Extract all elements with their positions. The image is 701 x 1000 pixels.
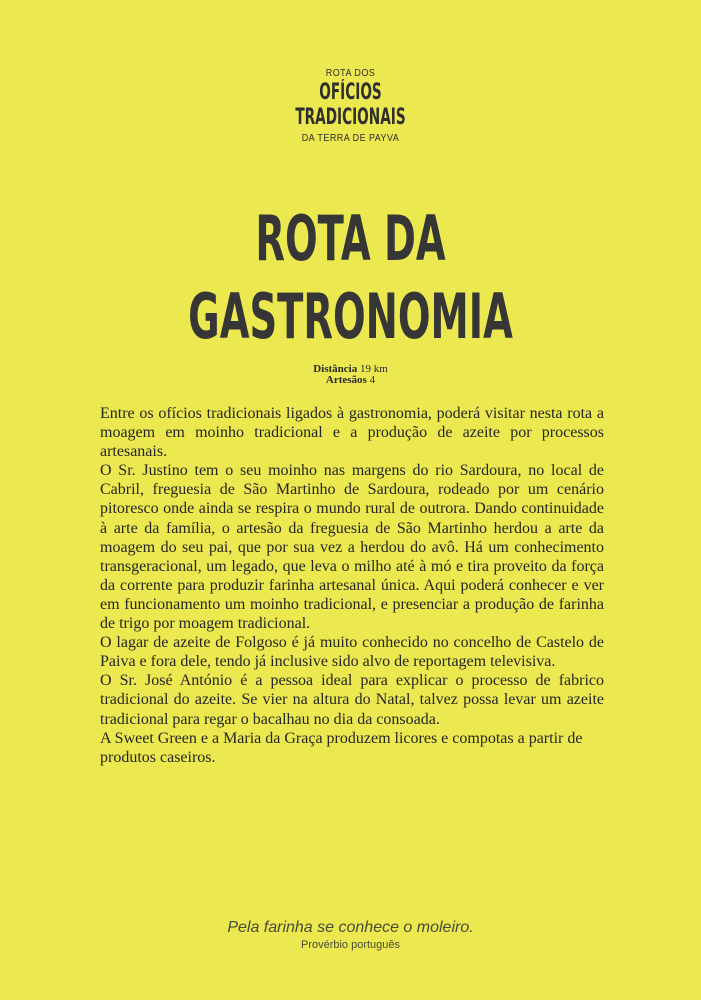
- paragraph-moinho: O Sr. Justino tem o seu moinho nas margens do rio Sardoura, no local de Cabril, freguesia de São Martinho de Sardoura, rodeado por um cenário pitoresco onde ainda se respira o mundo rural de outrora. Dando continuidade à arte da família, o artesão da freguesia de São Martinho herdou a arte da moagem do seu pai, que por sua vez a herdou do avô. Há um conhecimento transgeracional, um legado, que leva o milho até à mó e tira proveito da força da corrente para produzir farinha artesanal única. Aqui poderá conhecer e ver em funcionamento um moinho tradicional, e presenciar a produção de farinha de trigo por moagem tradicional.: [100, 462, 604, 633]
- proverb-source: Provérbio português: [300, 939, 401, 951]
- page-title: [0, 200, 701, 356]
- logo-line-tradicionais: TRADICIONAIS: [295, 105, 406, 130]
- logo: [0, 68, 701, 145]
- distance-value: 19 km: [359, 363, 388, 375]
- body-text: [100, 404, 604, 767]
- paragraph-lagar: O lagar de azeite de Folgoso é já muito conhecido no concelho de Castelo de Paiva e fora dele, tendo já inclusive sido alvo de reportagem televisiva.: [100, 634, 604, 671]
- paragraph-licores: A Sweet Green e a Maria da Graça produzem licores e compotas a partir de produtos caseiros.: [100, 729, 583, 766]
- title-line-1: ROTA DA: [255, 202, 446, 275]
- proverb: [0, 918, 701, 952]
- title-line-2: GASTRONOMIA: [188, 280, 513, 353]
- proverb-text: Pela farinha se conhece o moleiro.: [227, 919, 474, 936]
- distance-label: Distância: [313, 363, 358, 375]
- artisans-value: 4: [369, 374, 376, 386]
- route-meta: [0, 364, 701, 386]
- paragraph-intro: Entre os ofícios tradicionais ligados à gastronomia, poderá visitar nesta rota a moagem em moinho tradicional e a produção de azeite por processos artesanais.: [100, 405, 604, 461]
- logo-line-rota-dos: ROTA DOS: [325, 68, 376, 79]
- paragraph-azeite: O Sr. José António é a pessoa ideal para explicar o processo de fabrico tradicional do azeite. Se vier na altura do Natal, talvez possa levar um azeite tradicional para regar o bacalhau no dia da consoada.: [100, 672, 604, 728]
- logo-line-terra-de-payva: DA TERRA DE PAYVA: [301, 133, 400, 144]
- artisans-label: Artesãos: [325, 374, 367, 386]
- artisans-row: [0, 375, 701, 386]
- logo-line-oficios: OFÍCIOS: [319, 80, 382, 105]
